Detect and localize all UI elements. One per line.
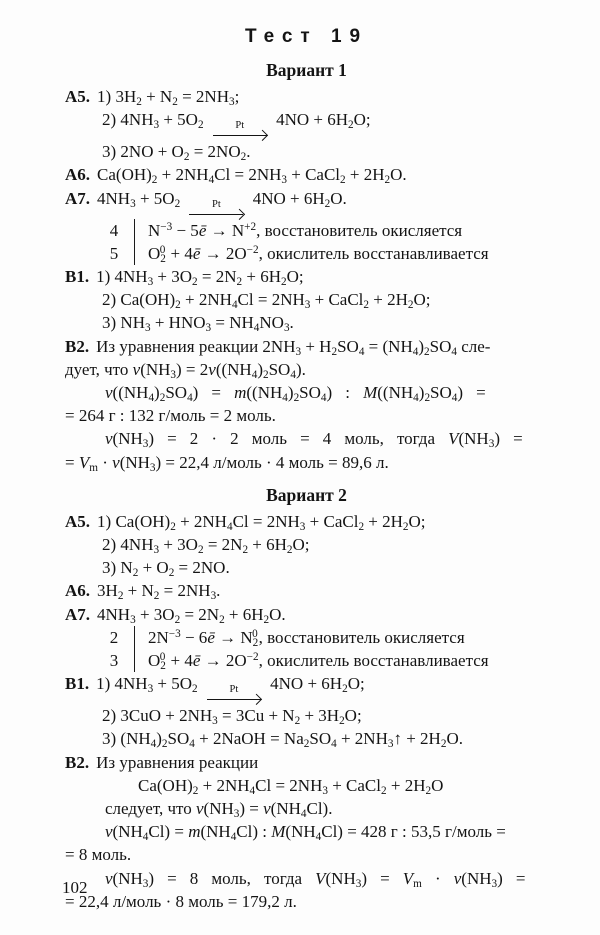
task-label: В2. [65, 336, 90, 356]
text-line [65, 265, 548, 288]
text-line [65, 510, 548, 533]
variant-heading: Вариант 2 [266, 484, 347, 505]
variant-heading: Вариант 1 [266, 60, 347, 80]
task-label: В1. [65, 267, 90, 287]
text-line [65, 381, 548, 404]
reaction-arrow [213, 121, 267, 140]
line-text: дует, что $\nu(NH_3) = 2\nu((NH_4)_2SO_4)$. [65, 359, 306, 381]
line-text: 1) $4NH_3 + 5O_2$ Pt $4NO + 6H_2O$; [96, 674, 365, 693]
line-text: 3) $(NH_4)_2SO_4$ + 2NaOH = $Na_2SO_4$ + $2NH_3↑ + 2H_2O$. [102, 729, 463, 751]
text-line [65, 579, 548, 602]
text-line [65, 867, 548, 890]
line-text: 3) $2NO + O_2 = 2NO_2$. [102, 142, 251, 164]
text-line [65, 890, 548, 913]
text-line [65, 451, 548, 474]
line-text: 1) $Ca(OH)_2 + 2NH_4Cl = 2NH_3$ + CaCl$_2$ + $2H_2O$; [97, 511, 426, 533]
text-line [65, 427, 548, 450]
line-text: 2) $3CuO + 2NH_3 = 3Cu + N_2 + 3H_2O$; [102, 706, 362, 728]
text-line [65, 163, 548, 186]
line-text: 2) $4NH_3 + 5O_2$ Pt $4NO + 6H_2O$; [102, 110, 371, 129]
task-label: А6. [65, 165, 91, 185]
line-text: $O_2^0$ + 4ē → $2O^{-2}$, окислитель восстанавливается [148, 650, 489, 673]
task-label: А5. [65, 87, 91, 106]
task-label: А6. [65, 581, 91, 601]
line-text: $O_2^0$ + 4ē → $2O^{-2}$, окислитель восстанавливается [148, 243, 489, 265]
catalyst-label: Pt [212, 198, 221, 210]
task-label: А7. [65, 188, 91, 208]
reaction-arrow [189, 200, 243, 219]
document-content [65, 26, 548, 913]
line-text: $\nu(NH_3) = 8$ моль, тогда $V(NH_3) = V_m \cdot \nu(NH_3)$ = [105, 868, 526, 890]
balance-coefficient: 3 [109, 651, 119, 671]
line-text: = $V_m \cdot \nu(NH_3) = 22,4$ л/моль · 4 моль = 89,6 л. [65, 452, 389, 474]
text-line [65, 556, 548, 579]
line-text: 3) $N_2 + O_2 = 2NO$. [102, 558, 230, 580]
text-line [65, 774, 548, 797]
line-text: $\nu((NH_4)_2SO_4) = m((NH_4)_2SO_4)$ : $M((NH_4)_2SO_4)$ = [105, 383, 486, 405]
balance-divider [134, 242, 135, 265]
text-line [65, 704, 548, 727]
balance-coefficient: 2 [109, 627, 119, 647]
text-line [65, 311, 548, 334]
arrow-line [189, 210, 243, 219]
text-line [65, 843, 548, 866]
catalyst-label: Pt [235, 120, 245, 132]
balance-divider [134, 626, 135, 649]
task-label: А5. [65, 511, 91, 531]
line-text: $\nu(NH_3) = 2 \cdot 2$ моль = 4 моль, тогда $V(NH_3)$ = [105, 429, 523, 451]
line-text: $2N^{-3}$ − 6ē → $N_2^0$, восстановитель окисляется [148, 627, 465, 649]
line-text: 1) $3H_2 + N_2 = 2NH_3$; [97, 87, 240, 109]
electron-balance-line [65, 242, 548, 265]
electron-balance-line [65, 649, 548, 672]
line-text: Из уравнения реакции [96, 752, 259, 772]
line-text: 2) $Ca(OH)_2 + 2NH_4Cl = 2NH_3$ + CaCl$_2$ + $2H_2O$; [102, 290, 431, 312]
line-text: следует, что $\nu(NH_3) = \nu(NH_4Cl)$. [105, 799, 333, 821]
line-text: $\nu(NH_4Cl) = m(NH_4Cl)$ : $M(NH_4Cl) = 428$ г : 53,5 г/моль = [105, 822, 506, 844]
line-text: $Ca(OH)_2 + 2NH_4Cl = 2NH_3$ + CaCl$_2$ + $2H_2O$ [138, 775, 444, 798]
text-line [65, 108, 548, 140]
page-title: Тест 19 [244, 26, 369, 47]
text-line [65, 288, 548, 311]
line-text: $4NH_3 + 3O_2 = 2N_2 + 6H_2O$. [97, 604, 286, 626]
line-text: $3H_2 + N_2 = 2NH_3$. [97, 581, 221, 603]
line-text: = 264 г : 132 г/моль = 2 моль. [65, 406, 276, 426]
line-text: = 8 моль. [65, 845, 132, 865]
line-text: = 22,4 л/моль · 8 моль = 179,2 л. [65, 891, 297, 911]
line-text: 2) $4NH_3 + 3O_2 = 2N_2 + 6H_2O$; [102, 535, 310, 557]
text-line [65, 187, 548, 219]
electron-balance-line [65, 626, 548, 649]
balance-coefficient: 5 [109, 243, 119, 263]
arrow-line [207, 695, 261, 704]
task-label: В2. [65, 752, 90, 772]
line-text: Из уравнения реакции $2NH_3 + H_2SO_4 = (NH_4)_2SO_4$ сле- [96, 336, 491, 358]
arrow-line [213, 131, 267, 140]
text-line [65, 797, 548, 820]
reaction-arrow [207, 685, 261, 704]
task-label: В1. [65, 674, 90, 694]
line-text: $Ca(OH)_2 + 2NH_4Cl = 2NH_3$ + CaCl$_2$ + $2H_2O$. [97, 165, 407, 187]
text-line [65, 85, 548, 108]
text-line [65, 140, 548, 163]
electron-balance-line [65, 219, 548, 242]
balance-divider [134, 219, 135, 242]
balance-divider [134, 649, 135, 672]
text-line [65, 672, 548, 704]
text-line [65, 603, 548, 626]
text-line [65, 335, 548, 358]
line-text: $N^{-3}$ − 5ē → $N^{+2}$, восстановитель окисляется [148, 220, 463, 240]
balance-coefficient: 4 [109, 220, 119, 240]
line-text: 3) $NH_3 + HNO_3 = NH_4NO_3$. [102, 313, 294, 335]
catalyst-label: Pt [229, 684, 239, 696]
text-line [65, 751, 548, 774]
text-line [65, 358, 548, 381]
line-text: $4NH_3 + 5O_2$ Pt $4NO + 6H_2O$. [97, 189, 347, 208]
page-number: 102 [62, 878, 88, 897]
text-line [65, 533, 548, 556]
task-label: А7. [65, 604, 91, 624]
text-line [65, 820, 548, 843]
line-text: 1) $4NH_3 + 3O_2 = 2N_2 + 6H_2O$; [96, 267, 304, 289]
text-line [65, 404, 548, 427]
text-line [65, 727, 548, 750]
